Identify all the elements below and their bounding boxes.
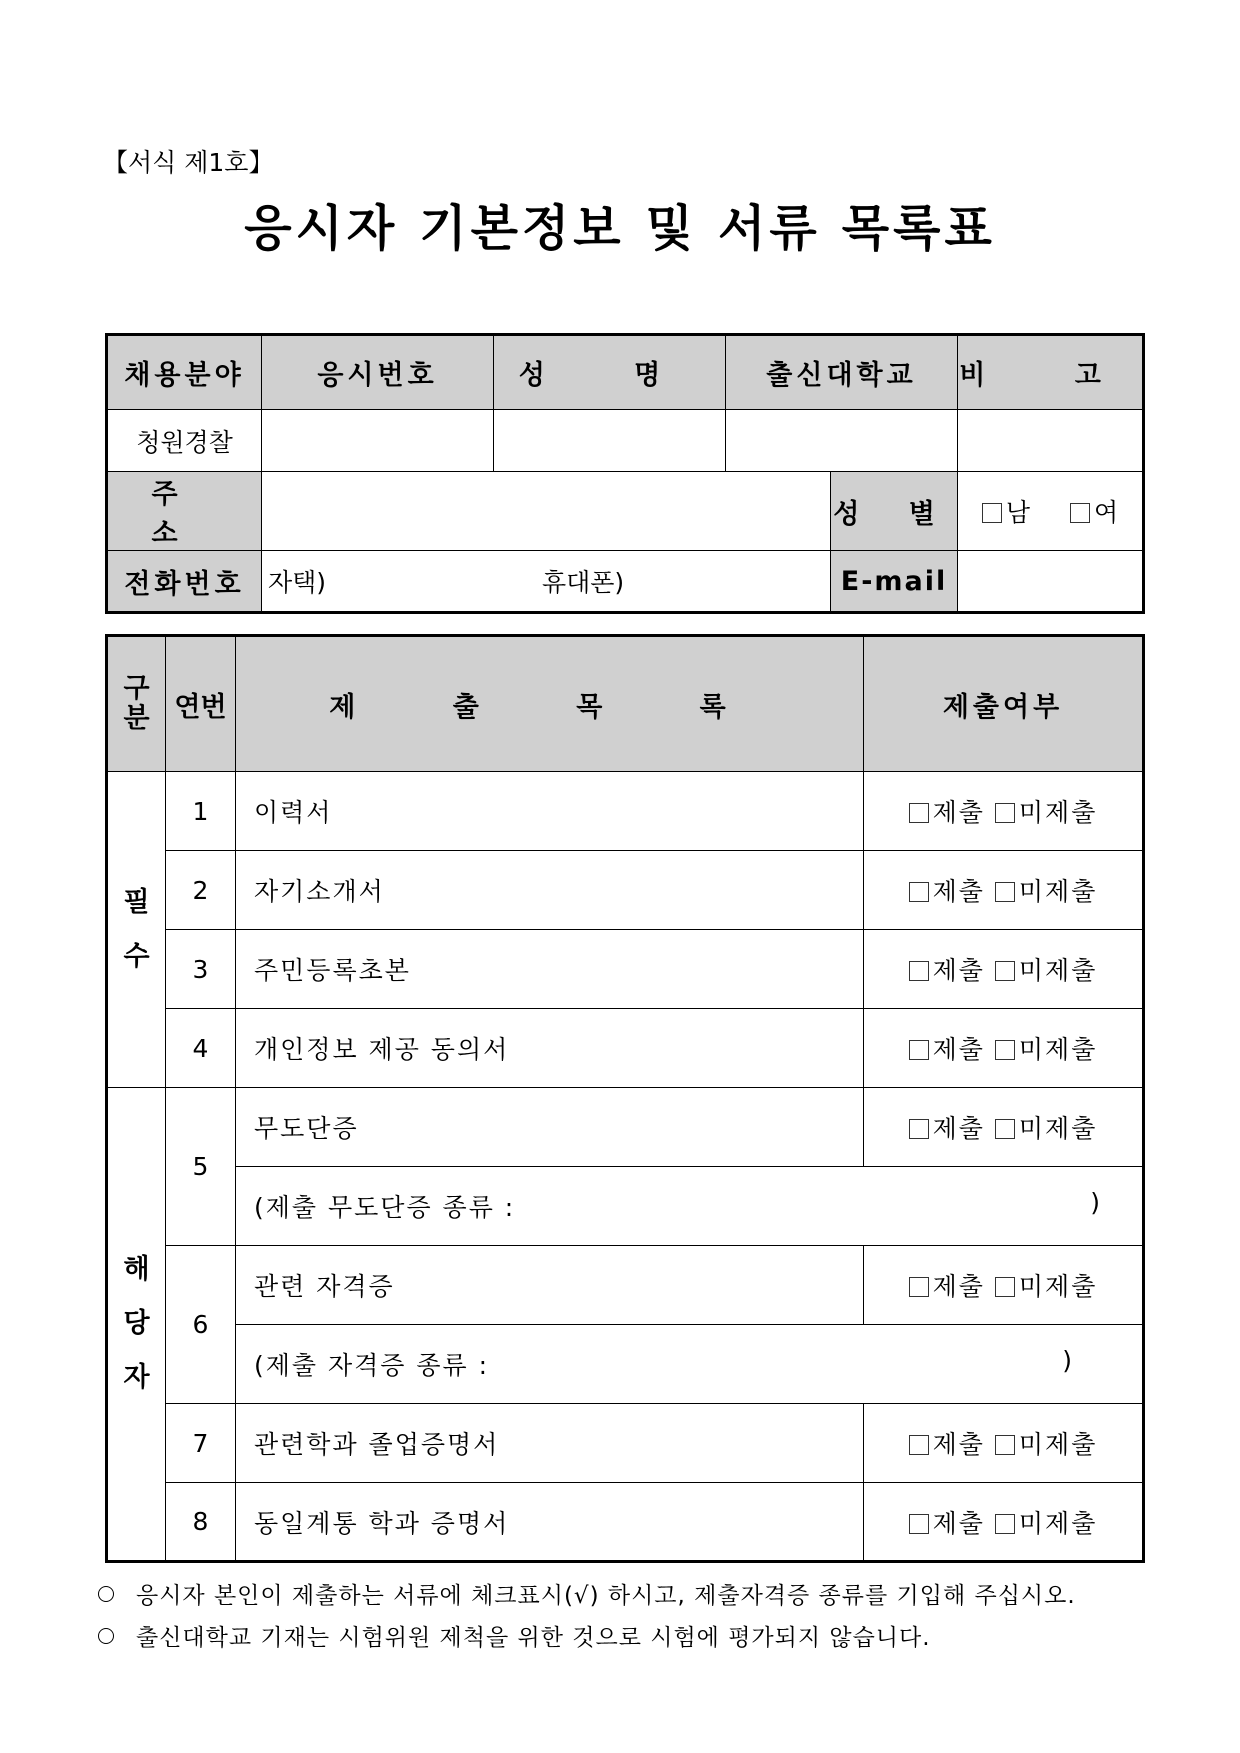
item-no: 5 — [166, 1088, 236, 1246]
submission-options: 제출 미제출 — [864, 1088, 1144, 1167]
header-document-list: 제 출 목 록 — [236, 636, 864, 772]
gender-options — [958, 472, 1144, 551]
submission-options: 제출 미제출 — [864, 1009, 1144, 1088]
note-1: 응시자 본인이 제출하는 서류에 체크표시(√) 하시고, 제출자격증 종류를 기입해 주십시오. — [98, 1577, 1076, 1610]
not-submit-checkbox[interactable] — [995, 1040, 1015, 1060]
page-title: 응시자 기본정보 및 서류 목록표 — [244, 199, 996, 257]
submit-checkbox[interactable] — [909, 1435, 929, 1455]
not-submit-checkbox[interactable] — [995, 961, 1015, 981]
header-category: 구분 — [107, 636, 166, 772]
group-applicable: 해당자 — [107, 1088, 166, 1562]
submit-checkbox[interactable] — [909, 1119, 929, 1139]
name-input[interactable] — [494, 410, 726, 472]
applicant-info-table — [105, 333, 1145, 614]
submission-options: 제출 미제출 — [864, 851, 1144, 930]
header-university: 출신대학교 — [726, 335, 958, 410]
header-name: 성 명 — [494, 335, 726, 410]
not-submit-checkbox[interactable] — [995, 1277, 1015, 1297]
form-number: 【서식 제1호】 — [103, 148, 274, 177]
header-remarks: 비 고 — [958, 335, 1144, 410]
item-name: 개인정보 제공 동의서 — [236, 1009, 864, 1088]
item-name: 이력서 — [236, 772, 864, 851]
mobile-phone-label: 휴대폰) — [541, 568, 625, 597]
submission-options: 제출 미제출 — [864, 1246, 1144, 1325]
item-no: 4 — [166, 1009, 236, 1088]
remarks-input[interactable] — [958, 410, 1144, 472]
phone-input[interactable] — [262, 551, 831, 613]
item-no: 8 — [166, 1483, 236, 1562]
submit-checkbox[interactable] — [909, 1040, 929, 1060]
not-submit-checkbox[interactable] — [995, 1119, 1015, 1139]
address-label: 주 소 — [107, 472, 262, 551]
not-submit-checkbox[interactable] — [995, 882, 1015, 902]
university-input[interactable] — [726, 410, 958, 472]
item-no: 1 — [166, 772, 236, 851]
documents-table — [105, 634, 1145, 1563]
home-phone-label: 자택) — [268, 568, 327, 597]
submit-checkbox[interactable] — [909, 1514, 929, 1534]
item-name: 동일계통 학과 증명서 — [236, 1483, 864, 1562]
submit-checkbox[interactable] — [909, 882, 929, 902]
male-checkbox[interactable] — [982, 503, 1002, 523]
not-submit-checkbox[interactable] — [995, 803, 1015, 823]
submission-options: 제출 미제출 — [864, 930, 1144, 1009]
item-name: 무도단증 — [236, 1088, 864, 1167]
item-no: 3 — [166, 930, 236, 1009]
female-checkbox[interactable] — [1070, 503, 1090, 523]
header-exam-number: 응시번호 — [262, 335, 494, 410]
female-label: 여 — [1093, 498, 1119, 527]
item-no: 6 — [166, 1246, 236, 1404]
header-serial: 연번 — [166, 636, 236, 772]
item-name: 자기소개서 — [236, 851, 864, 930]
item-name: 관련학과 졸업증명서 — [236, 1404, 864, 1483]
submission-options: 제출 미제출 — [864, 1404, 1144, 1483]
submission-options: 제출 미제출 — [864, 772, 1144, 851]
field-value: 청원경찰 — [107, 410, 262, 472]
header-field: 채용분야 — [107, 335, 262, 410]
not-submit-checkbox[interactable] — [995, 1514, 1015, 1534]
submit-checkbox[interactable] — [909, 803, 929, 823]
male-label: 남 — [1005, 498, 1031, 527]
group-required: 필수 — [107, 772, 166, 1088]
item-name: 관련 자격증 — [236, 1246, 864, 1325]
item-no: 2 — [166, 851, 236, 930]
submit-checkbox[interactable] — [909, 961, 929, 981]
phone-label: 전화번호 — [107, 551, 262, 613]
item-no: 7 — [166, 1404, 236, 1483]
note-2: 출신대학교 기재는 시험위원 제척을 위한 것으로 시험에 평가되지 않습니다. — [98, 1619, 931, 1652]
address-input[interactable] — [262, 472, 831, 551]
certificate-type-input[interactable]: (제출 자격증 종류 : ) — [236, 1325, 1144, 1404]
bullet-circle-icon — [98, 1586, 114, 1602]
header-submission-status: 제출여부 — [864, 636, 1144, 772]
martial-arts-type-input[interactable]: (제출 무도단증 종류 : ) — [236, 1167, 1144, 1246]
gender-label: 성 별 — [831, 472, 958, 551]
item-name: 주민등록초본 — [236, 930, 864, 1009]
not-submit-checkbox[interactable] — [995, 1435, 1015, 1455]
submit-checkbox[interactable] — [909, 1277, 929, 1297]
email-label: E-mail — [831, 551, 958, 613]
exam-number-input[interactable] — [262, 410, 494, 472]
bullet-circle-icon — [98, 1628, 114, 1644]
submission-options: 제출 미제출 — [864, 1483, 1144, 1562]
email-input[interactable] — [958, 551, 1144, 613]
